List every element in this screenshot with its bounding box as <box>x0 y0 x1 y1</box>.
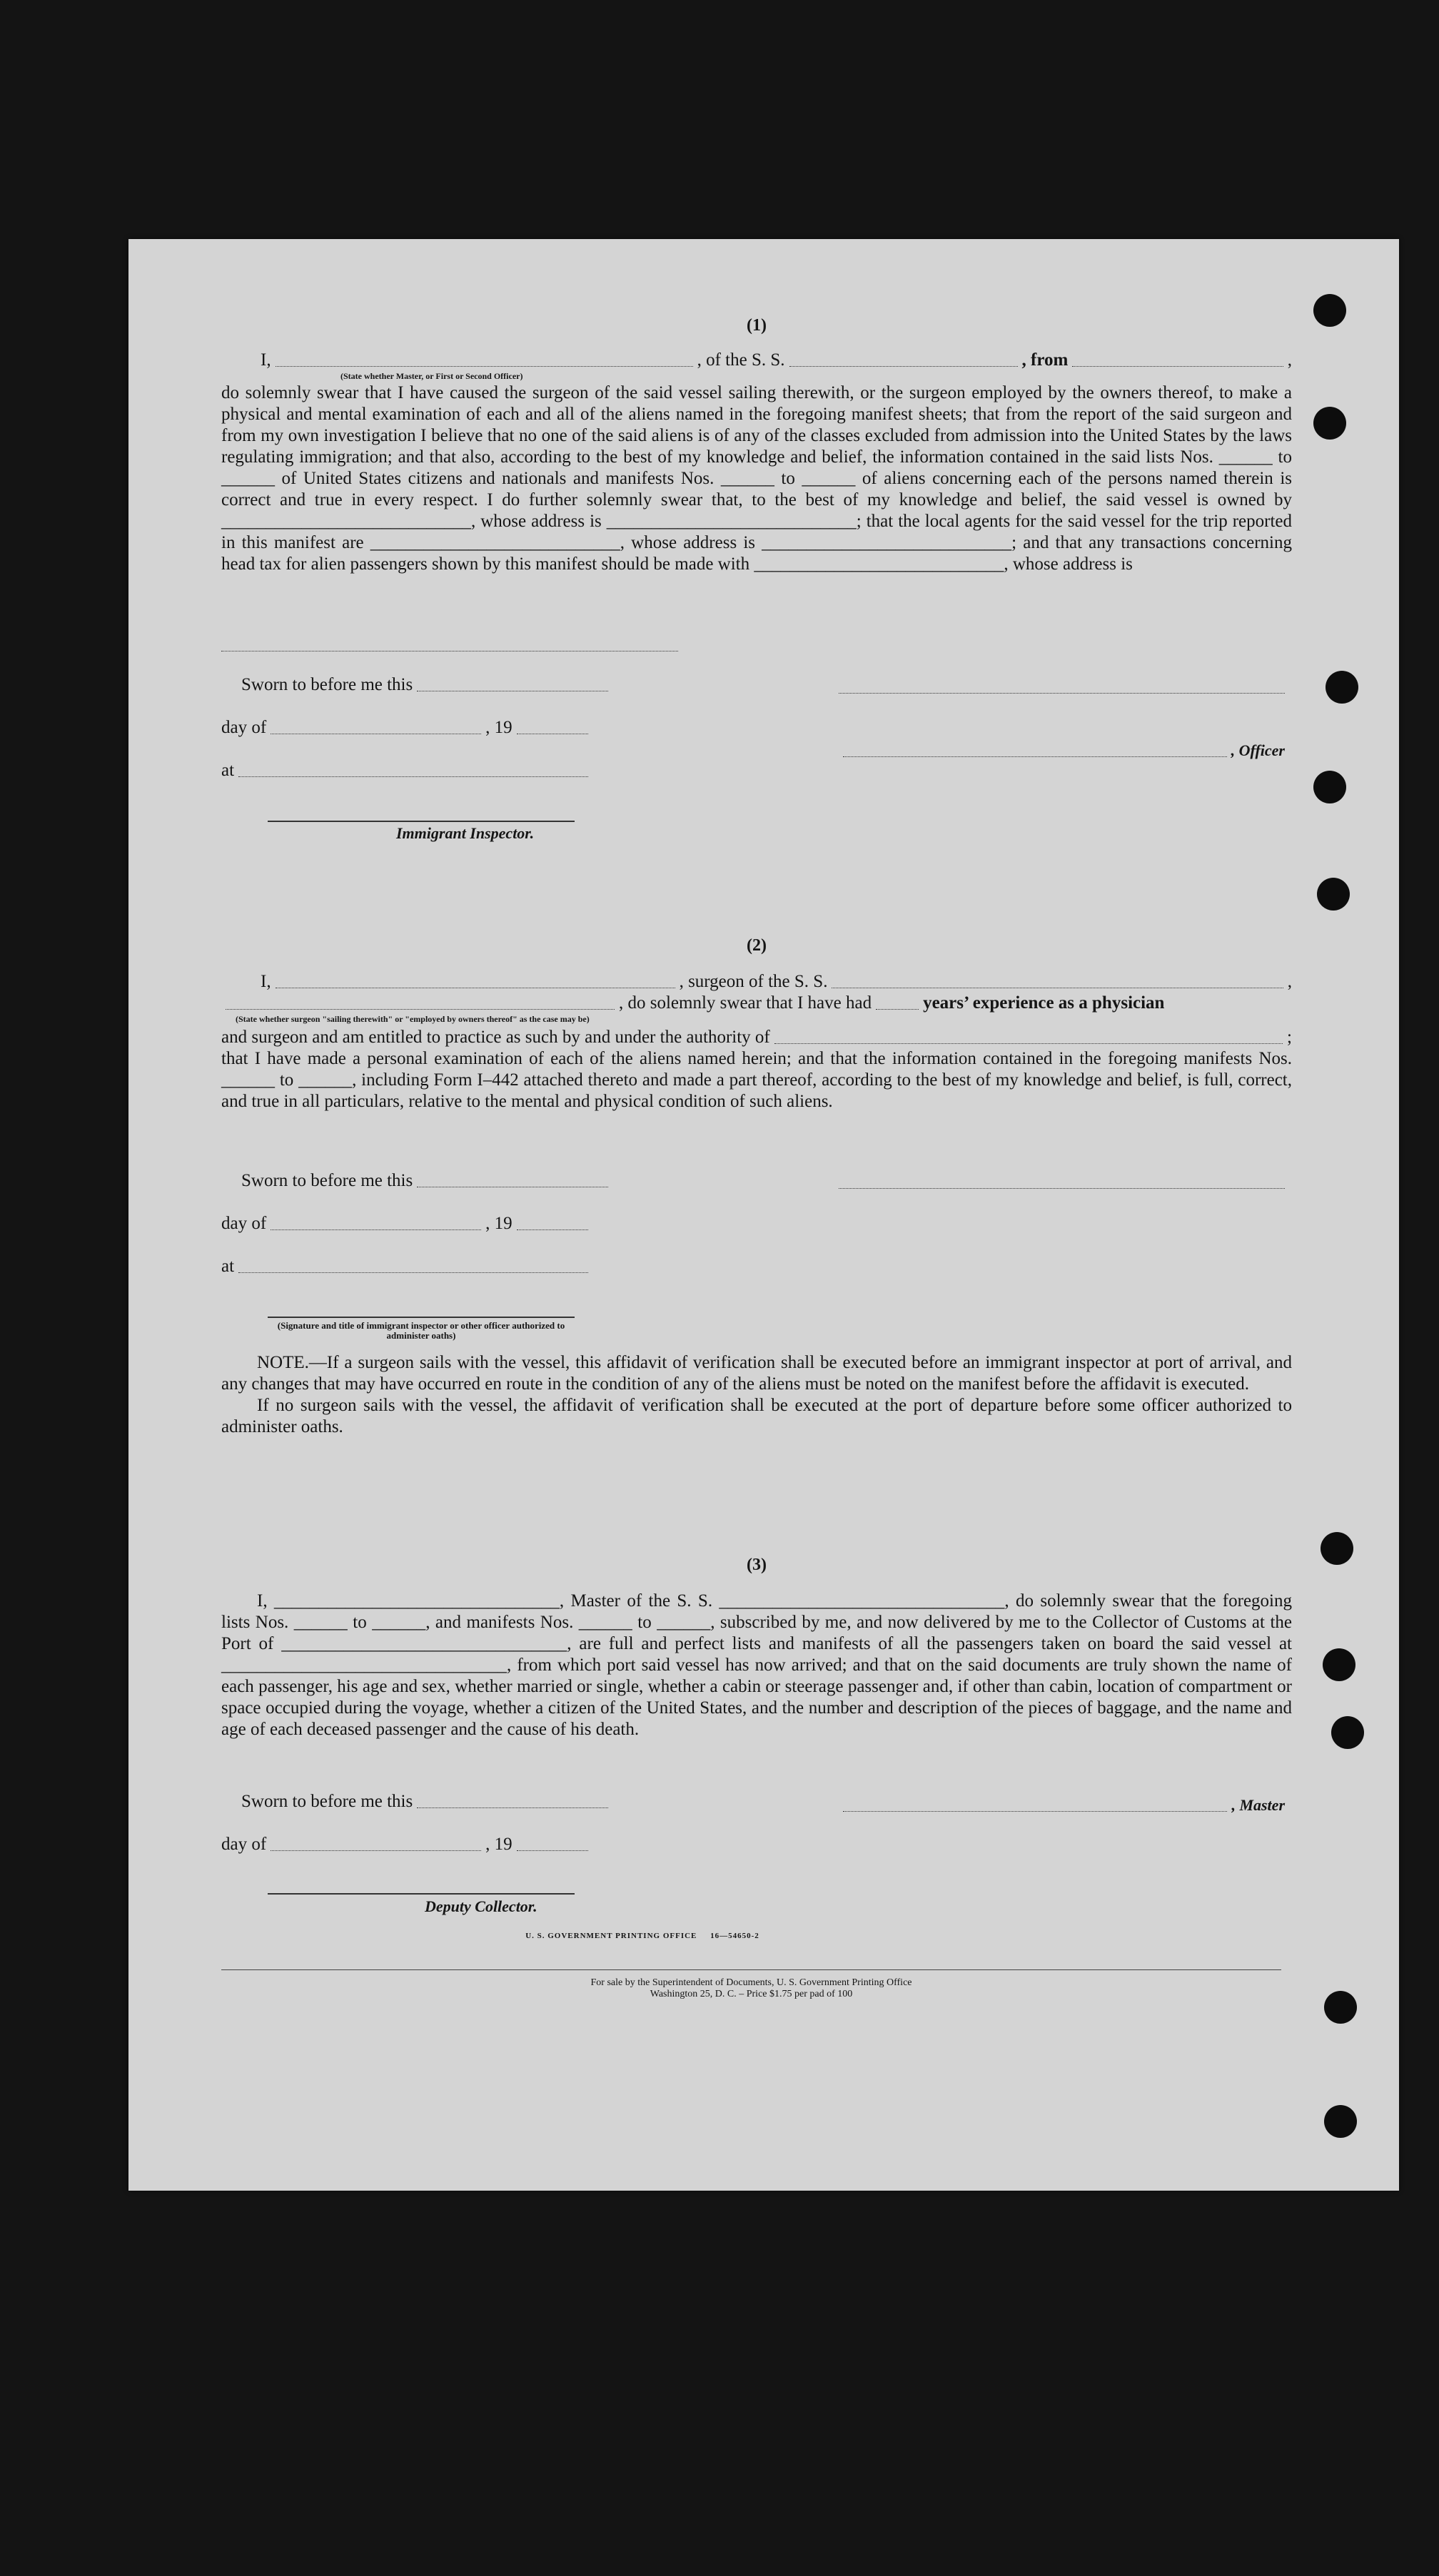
day-line-1 <box>221 717 592 739</box>
section-1 <box>221 316 1292 575</box>
section-3-number: (3) <box>747 1556 767 1574</box>
swear-label: , do solemnly swear that I have had <box>619 993 872 1013</box>
master-label: , Master <box>1231 1796 1285 1814</box>
inspector-signature-line[interactable] <box>268 821 575 822</box>
deputy-collector-signature-line[interactable] <box>268 1893 575 1895</box>
at-label: at <box>221 1257 235 1276</box>
surgeon-second-line <box>221 993 1292 1014</box>
sworn-line-2 <box>241 1170 612 1192</box>
punch-hole <box>1313 771 1346 803</box>
comma: , <box>1287 350 1292 370</box>
punch-hole <box>1326 671 1358 704</box>
surgeon-of-ss-label: , surgeon of the S. S. <box>679 972 828 991</box>
month-field[interactable] <box>271 1229 481 1230</box>
year-label: , 19 <box>485 718 513 737</box>
gpo-imprint: U. S. GOVERNMENT PRINTING OFFICE 16—54650-2 <box>525 1932 759 1940</box>
section-2-number: (2) <box>747 936 767 955</box>
departure-port-field[interactable] <box>1072 365 1283 367</box>
note-surgeon-sails: NOTE.—If a surgeon sails with the vessel, this affidavit of verification shall be executed before an immigrant inspector at port of arrival, and any changes that may have occurred en route in the condition of any of the aliens must be noted on the manifest before the affidavit is executed. <box>221 1353 1292 1394</box>
officer-line <box>839 740 1285 761</box>
sworn-label: Sworn to before me this <box>241 1792 413 1811</box>
years-field[interactable] <box>876 1008 919 1010</box>
section-1-number: (1) <box>747 316 767 335</box>
i-label: I, <box>261 972 271 991</box>
punch-hole <box>1313 294 1346 327</box>
punch-hole <box>1317 878 1350 911</box>
section-1-oath-text: do solemnly swear that I have caused the surgeon of the said vessel sailing therewith, or the surgeon employed by the owners thereof, to make a physical and mental examination of each and all of the aliens named in the foregoing manifest sheets; that from the report of the said surgeon and from my own investigation I believe that no one of the said aliens is of any of the classes excluded from admission into the United States by the laws regulating immigration; and that also, according to the best of my knowledge and belief, the information contained in the said lists Nos. ______ to ______ of United States citizens and nationals and manifests Nos. ______ to ______ of aliens concerning each of the persons named therein is correct and true in every respect. I do further solemnly swear that, to the best of my knowledge and belief, the said vessel is owned by ____________________________, whose address is ____________________________; that the local agents for the said vessel for the trip reported in this manifest are ____________________________, whose address is ____________________________; and that any transactions concerning head tax for alien passengers shown by this manifest should be made with ____________________________, whose address is <box>221 383 1292 574</box>
punch-hole <box>1331 1716 1364 1749</box>
years-label: years’ experience as a physician <box>923 993 1165 1013</box>
section-1-first-line <box>221 350 1292 371</box>
of-ss-label: , of the S. S. <box>697 350 785 370</box>
punch-hole <box>1323 1648 1355 1681</box>
authority-line <box>221 1027 1292 1048</box>
punch-hole <box>1321 1532 1353 1565</box>
i-label: I, <box>261 350 271 370</box>
place-field[interactable] <box>238 1272 588 1273</box>
surgeon-vessel-field[interactable] <box>832 987 1283 988</box>
authority-label: and surgeon and am entitled to practice as such by and under the authority of <box>221 1028 770 1047</box>
officer-name-field[interactable] <box>276 365 693 367</box>
semicolon: ; <box>1287 1028 1292 1047</box>
immigrant-inspector-label: Immigrant Inspector. <box>396 824 535 842</box>
form-page <box>128 239 1399 2191</box>
administering-officer-signature-line[interactable] <box>268 1317 575 1318</box>
day-line-3 <box>221 1834 592 1855</box>
master-signature-field[interactable] <box>843 1810 1227 1812</box>
sworn-label: Sworn to before me this <box>241 675 413 694</box>
from-label: , from <box>1021 350 1069 370</box>
year-label: , 19 <box>485 1835 513 1854</box>
sworn-label: Sworn to before me this <box>241 1171 413 1190</box>
day-line-2 <box>221 1213 592 1234</box>
at-line-1 <box>221 760 592 781</box>
sworn-day-field[interactable] <box>417 690 608 691</box>
punch-hole <box>1313 407 1346 440</box>
sworn-line-1 <box>241 674 612 696</box>
surgeon-first-line <box>221 971 1292 993</box>
sworn-day-field[interactable] <box>417 1186 608 1187</box>
punch-hole <box>1324 2105 1357 2138</box>
month-field[interactable] <box>271 733 481 734</box>
note-no-surgeon: If no surgeon sails with the vessel, the affidavit of verification shall be executed at the port of departure before some officer authorized to administer oaths. <box>221 1396 1292 1436</box>
sworn-line-3 <box>241 1791 612 1812</box>
year-field[interactable] <box>517 733 588 734</box>
vessel-name-field[interactable] <box>789 365 1018 367</box>
year-field[interactable] <box>517 1229 588 1230</box>
signature-caption: (Signature and title of immigrant inspector or other officer authorized to administer oaths) <box>277 1320 565 1341</box>
day-label: day of <box>221 718 267 737</box>
punch-hole <box>1324 1991 1357 2024</box>
officer-label: , Officer <box>1231 741 1285 759</box>
footer-rule <box>221 1969 1281 1970</box>
officer-signature-line[interactable] <box>839 693 1285 694</box>
authority-field[interactable] <box>774 1043 1283 1044</box>
notes <box>221 1352 1292 1438</box>
day-label: day of <box>221 1214 267 1233</box>
sale-notice <box>221 1977 1281 2000</box>
at-line-2 <box>221 1256 592 1277</box>
sworn-day-field[interactable] <box>417 1807 608 1808</box>
section-2 <box>221 936 1292 1112</box>
month-field[interactable] <box>271 1850 481 1851</box>
surgeon-caption: (State whether surgeon "sailing therewith" or "employed by owners thereof" as the case may be) <box>236 1014 590 1024</box>
officer-title-field[interactable] <box>843 756 1227 757</box>
section-2-oath-text: that I have made a personal examination of each of the aliens named herein; and that the information contained in the foregoing manifests Nos. ______ to ______, including Form I–442 attached thereto and made a part thereof, according to the best of my knowledge and belief, is full, correct, and true in all particulars, relative to the mental and physical condition of such aliens. <box>221 1049 1292 1111</box>
section-3-oath-text: I, ________________________________, Master of the S. S. ________________________________, do solemnly swear that the foregoing lists Nos. ______ to ______, and manifests Nos. ______ to ______, subscribed by me, and now delivered by me to the Collector of Customs at the Port of ________________________________, are full and perfect lists and manifests of all the passengers taken on board the said vessel at ________________________________, from which port said vessel has now arrived; and that on the said documents are truly shown the name of each passenger, his age and sex, whether married or single, whether a cabin or steerage passenger and, if other than cabin, location of compartment or space occupied during the voyage, whether a citizen of the United States, and the number and description of the pieces of baggage, and the name and age of each deceased passenger and the cause of his death. <box>221 1591 1292 1739</box>
surgeon-status-field[interactable] <box>226 1008 615 1010</box>
year-label: , 19 <box>485 1214 513 1233</box>
deputy-collector-label: Deputy Collector. <box>425 1897 537 1915</box>
master-line <box>839 1795 1285 1816</box>
surgeon-signature-line[interactable] <box>839 1188 1285 1189</box>
place-field[interactable] <box>238 776 588 777</box>
year-field[interactable] <box>517 1850 588 1851</box>
day-label: day of <box>221 1835 267 1854</box>
sale-notice-line-1: For sale by the Superintendent of Documents, U. S. Government Printing Office <box>590 1977 912 1988</box>
sale-notice-line-2: Washington 25, D. C. – Price $1.75 per pad of 100 <box>650 1989 853 1999</box>
comma: , <box>1287 972 1292 991</box>
at-label: at <box>221 761 235 780</box>
surgeon-name-field[interactable] <box>276 987 675 988</box>
officer-caption: (State whether Master, or First or Second Officer) <box>340 371 523 381</box>
section-3 <box>221 1556 1292 1740</box>
